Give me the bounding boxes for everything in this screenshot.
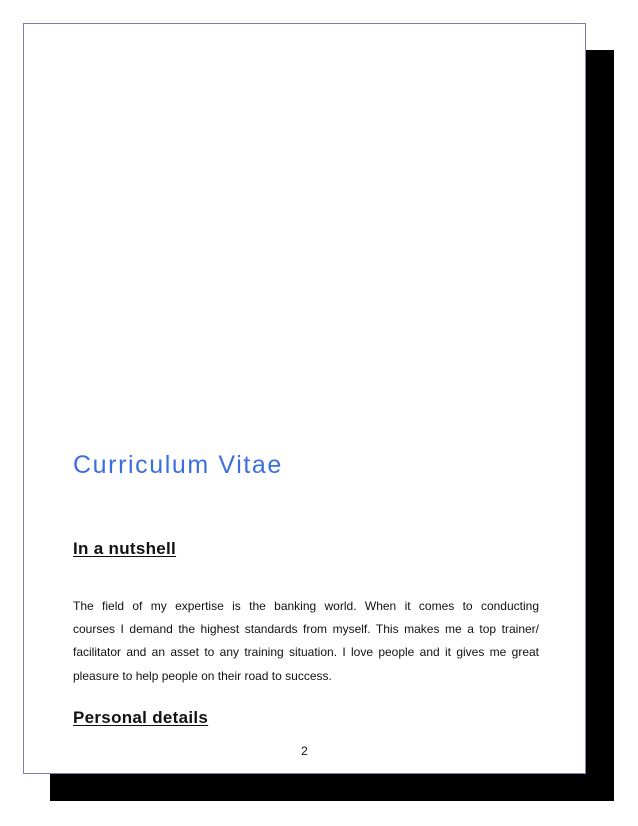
document-page — [23, 23, 586, 774]
page-number: 2 — [301, 744, 308, 758]
paragraph-line: The field of my expertise is the banking world. When it comes to conducting — [73, 599, 539, 613]
section-heading-nutshell: In a nutshell — [73, 539, 177, 558]
paragraph-line: courses I demand the highest standards from myself. This makes me a top trainer/ — [73, 622, 539, 637]
section-heading-personal-details: Personal details — [73, 708, 209, 727]
paragraph-line: pleasure to help people on their road to success. — [73, 668, 332, 683]
nutshell-paragraph — [73, 595, 539, 688]
document-title: Curriculum Vitae — [73, 451, 283, 479]
paragraph-line: facilitator and an asset to any training situation. I love people and it gives me great — [73, 645, 539, 660]
